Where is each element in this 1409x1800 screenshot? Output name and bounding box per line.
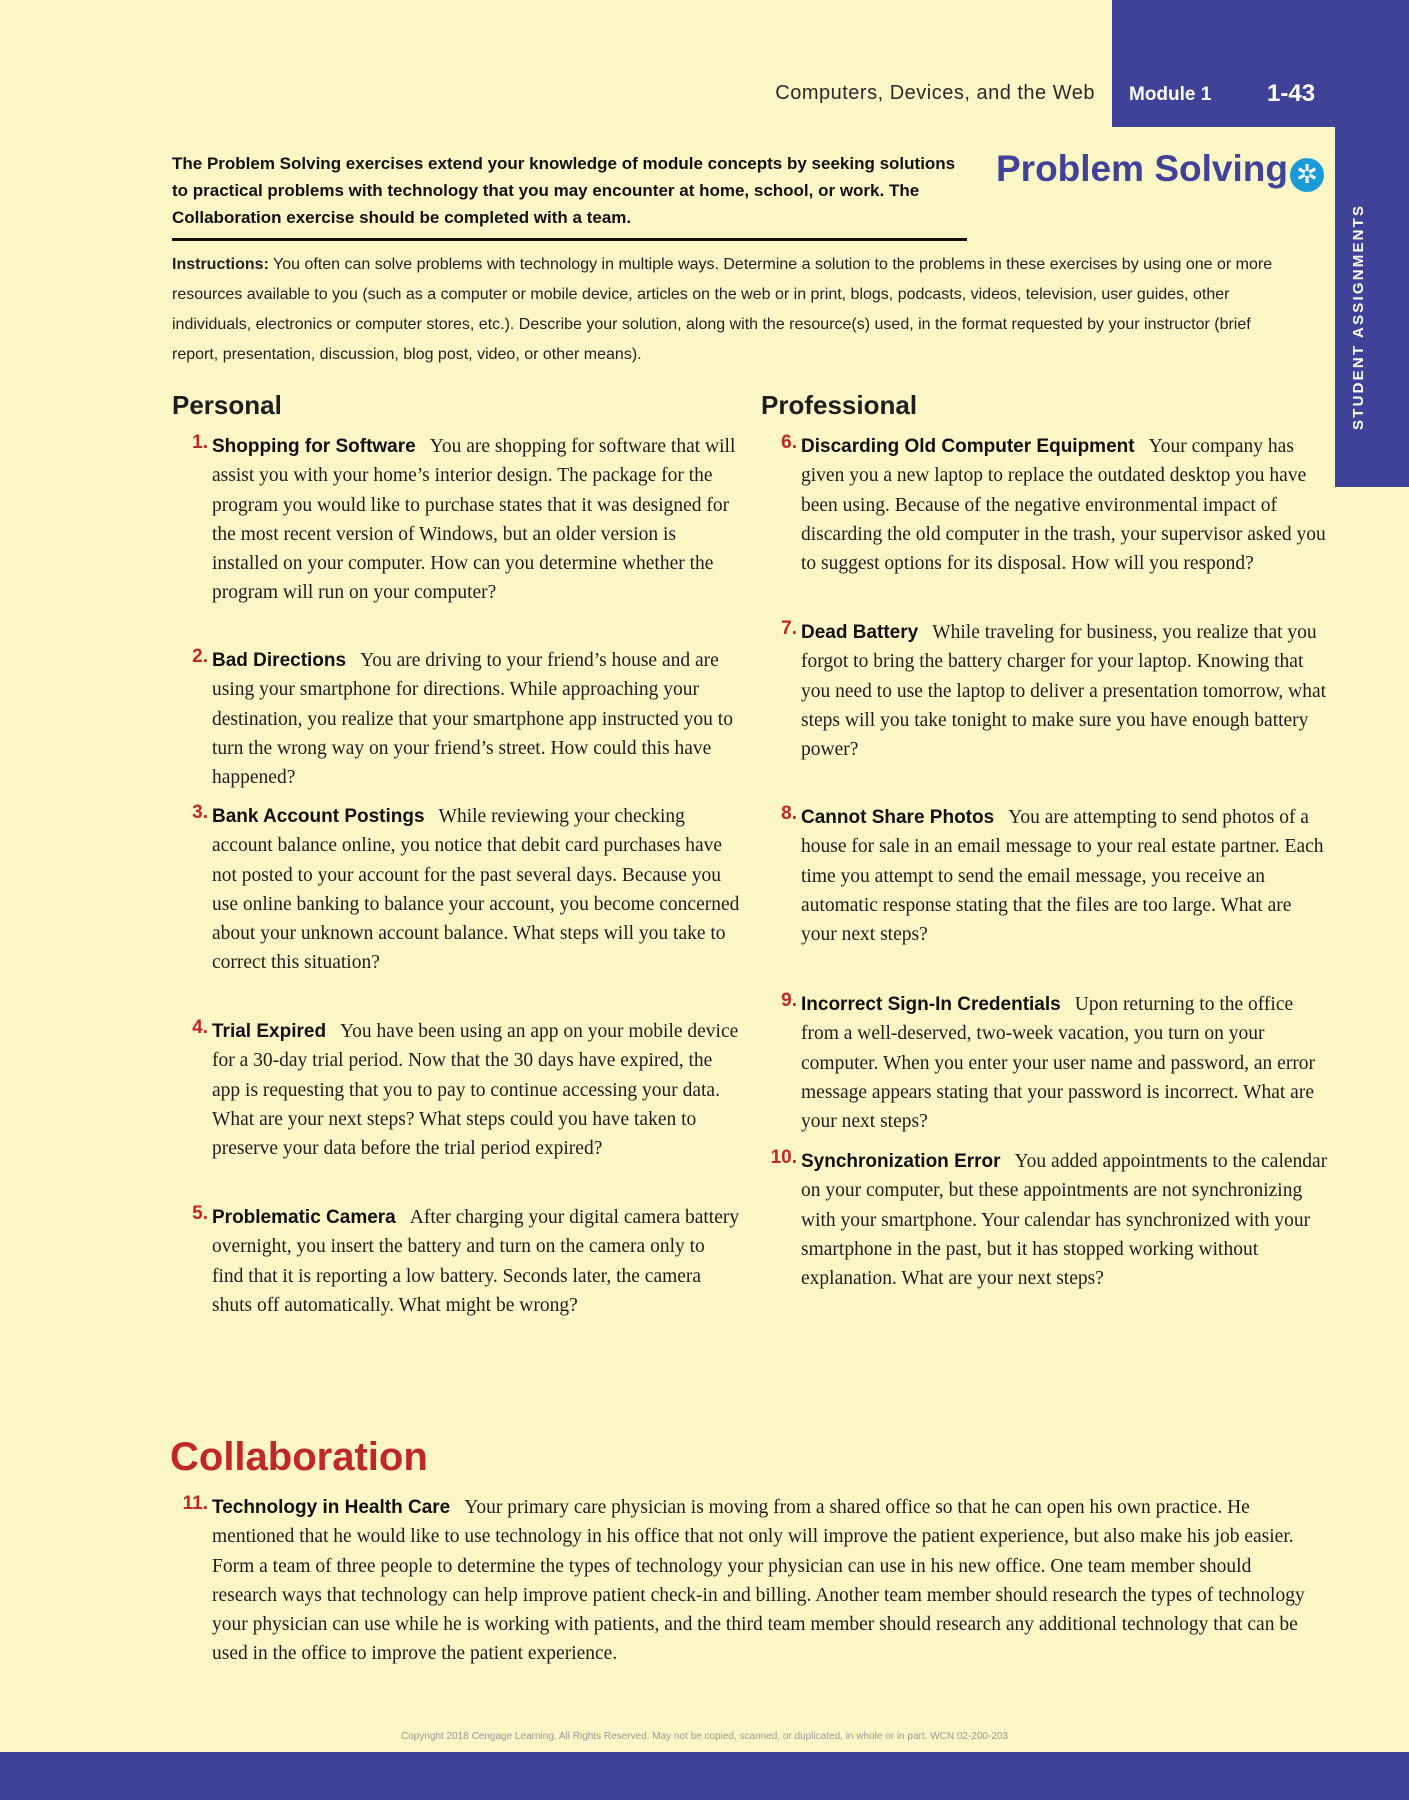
item-title: Bank Account Postings <box>212 806 425 827</box>
item-text: You are attempting to send photos of a house for sale in an email message to your real estate partner. Each time you attempt to send the email message, you receive an automatic response stating that the files are too large. What are your next steps? <box>801 807 1324 946</box>
item-number: 5. <box>192 1203 208 1224</box>
item-title: Shopping for Software <box>212 436 416 457</box>
item-title: Problematic Camera <box>212 1207 396 1228</box>
item-body <box>212 432 740 608</box>
side-tab-label: STUDENT ASSIGNMENTS <box>1350 203 1367 430</box>
item-body <box>212 1017 740 1163</box>
item-title: Discarding Old Computer Equipment <box>801 436 1135 457</box>
item-text: You are shopping for software that will assist you with your home’s interior design. The package for the program you would like to purchase states that it was designed for the most recent version of Windows, but an older version is installed on your computer. How can you determine whether the program will run on your computer? <box>212 436 736 604</box>
item-text: Upon returning to the office from a well-deserved, two-week vacation, you turn on your computer. When you enter your user name and password, an error message appears stating that your password is incorrect. What are your next steps? <box>801 994 1316 1133</box>
item-body <box>801 990 1329 1136</box>
item-title: Technology in Health Care <box>212 1497 451 1518</box>
item-body <box>801 618 1329 764</box>
item-body <box>801 1147 1329 1293</box>
intro-paragraph: The Problem Solving exercises extend your knowledge of module concepts by seeking solutions to practical problems with technology that you may encounter at home, school, or work. The Collaboration exercise should be completed with a team. <box>172 154 956 227</box>
item-body <box>212 1493 1310 1669</box>
item-number: 2. <box>192 646 208 667</box>
item-body <box>212 646 740 792</box>
page-number: 1-43 <box>1267 80 1316 107</box>
item-text: After charging your digital camera battery overnight, you insert the battery and turn on the camera only to find that it is reporting a low battery. Seconds later, the camera shuts off automatically. What might be wrong? <box>212 1207 740 1316</box>
instructions-label: Instructions: <box>172 256 269 273</box>
side-tab <box>1335 127 1409 487</box>
item-text: While reviewing your checking account balance online, you notice that debit card purchases have not posted to your account for the past several days. Because you use online banking to balance your account, you become concerned about your unknown account balance. What steps will you take to correct this situation? <box>212 806 740 974</box>
item-title: Cannot Share Photos <box>801 807 995 828</box>
item-number: 11. <box>182 1493 208 1514</box>
item-title: Synchronization Error <box>801 1151 1001 1172</box>
item-number: 4. <box>192 1017 208 1038</box>
item-title: Dead Battery <box>801 622 919 643</box>
item-number: 10. <box>770 1147 797 1168</box>
item-text: Your company has given you a new laptop to replace the outdated desktop you have been using. Because of the negative environmental impact of discarding the old computer in the trash, your supervisor asked you to suggest options for its disposal. How will you respond? <box>801 436 1326 575</box>
item-body <box>801 432 1329 578</box>
item-body <box>801 803 1329 949</box>
collaboration-heading: Collaboration <box>170 1435 428 1479</box>
item-number: 8. <box>781 803 797 824</box>
professional-heading: Professional <box>761 390 918 420</box>
item-title: Trial Expired <box>212 1021 327 1042</box>
item-text: Your primary care physician is moving from a shared office so that he can open his own practice. He mentioned that he would like to use technology in his office that not only will improve the patient experience, but also make his job easier. Form a team of three people to determine the types of technology your physician can use in his new office. One team member should research ways that technology can help improve patient check-in and billing. Another team member should research the types of technology your physician can use while he is working with patients, and the third team member should research any additional technology that can be used in the office to improve the patient experience. <box>212 1497 1305 1665</box>
item-text: You added appointments to the calendar on your computer, but these appointments are not synchronizing with your smartphone. Your calendar has synchronized with your smartphone in the past, but it has stopped working without explanation. What are your next steps? <box>801 1151 1328 1290</box>
item-title: Incorrect Sign-In Credentials <box>801 994 1061 1015</box>
intro-divider <box>172 238 967 241</box>
item-number: 1. <box>192 432 208 453</box>
instructions-paragraph <box>172 250 1284 370</box>
copyright-notice: Copyright 2018 Cengage Learning. All Rights Reserved. May not be copied, scanned, or duplicated, in whole or in part. WCN 02-200-203 <box>400 1731 1009 1742</box>
footer-bar <box>0 1752 1409 1800</box>
item-number: 7. <box>781 618 797 639</box>
header-tab <box>1112 0 1409 127</box>
item-text: You have been using an app on your mobile device for a 30-day trial period. Now that the 30 days have expired, the app is requesting that you to pay to continue accessing your data. What are your next steps? What steps could you have taken to preserve your data before the trial period expired? <box>212 1021 739 1160</box>
item-number: 9. <box>781 990 797 1011</box>
gear-icon: ✲ <box>1290 158 1324 192</box>
running-head: Computers, Devices, and the Web <box>775 82 1095 104</box>
personal-heading: Personal <box>172 390 282 420</box>
item-text: While traveling for business, you realize that you forgot to bring the battery charger for your laptop. Knowing that you need to use the laptop to deliver a presentation tomorrow, what steps will you take tonight to make sure you have enough battery power? <box>801 622 1327 761</box>
section-title: Problem Solving <box>996 148 1288 189</box>
item-body <box>212 802 740 978</box>
instructions-text: You often can solve problems with technology in multiple ways. Determine a solution to the problems in these exercises by using one or more resources available to you (such as a computer or mobile device, articles on the web or in print, blogs, podcasts, videos, television, user guides, other individuals, electronics or computer stores, etc.). Describe your solution, along with the resource(s) used, in the format requested by your instructor (brief report, presentation, discussion, blog post, video, or other means). <box>172 256 1273 363</box>
module-label: Module 1 <box>1129 84 1212 105</box>
item-number: 3. <box>192 802 208 823</box>
item-text: You are driving to your friend’s house and are using your smartphone for directions. While approaching your destination, you realize that your smartphone app instructed you to turn the wrong way on your friend’s street. How could this have happened? <box>212 650 733 789</box>
item-number: 6. <box>781 432 797 453</box>
item-title: Bad Directions <box>212 650 347 671</box>
item-body <box>212 1203 740 1320</box>
